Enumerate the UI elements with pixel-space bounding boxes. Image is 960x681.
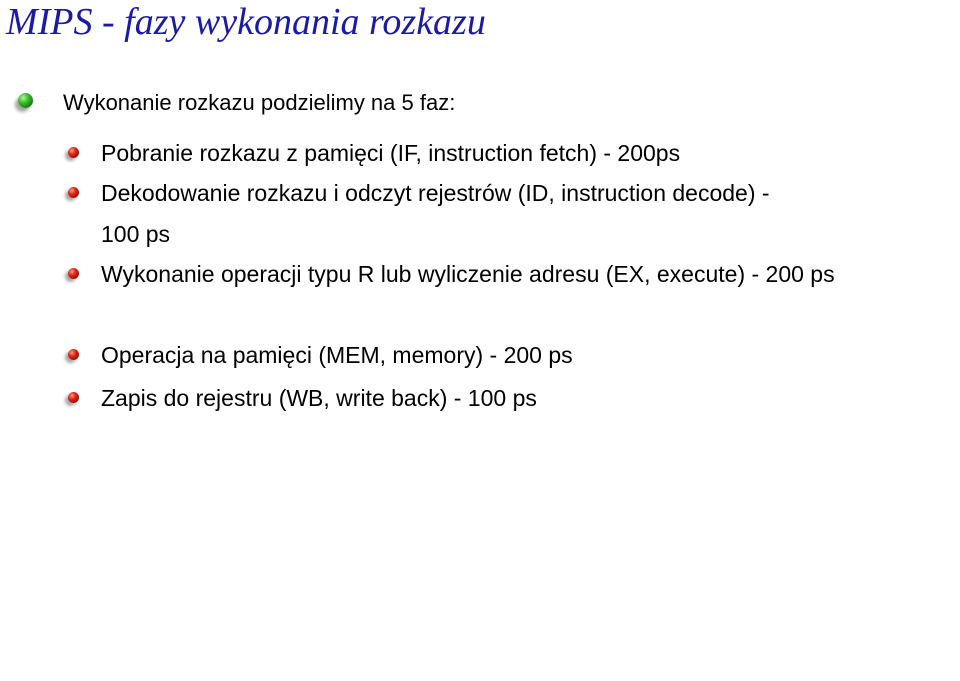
- list-item: [101, 335, 881, 376]
- list-item-text: Pobranie rozkazu z pamięci (IF, instruction fetch) - 200ps: [101, 140, 681, 166]
- list-item: [101, 133, 881, 174]
- red-ball-bullet-icon: [68, 187, 79, 198]
- red-ball-bullet-icon: [68, 268, 79, 279]
- green-ball-bullet-icon: [18, 93, 33, 108]
- list-item-text: Dekodowanie rozkazu i odczyt rejestrów (ID, instruction decode) - 100 ps: [101, 180, 770, 247]
- list-item-text: Operacja na pamięci (MEM, memory) - 200 ps: [101, 342, 573, 368]
- list-item: [101, 173, 881, 255]
- list-item-text: Zapis do rejestru (WB, write back) - 100 ps: [101, 385, 537, 411]
- red-ball-bullet-icon: [68, 392, 79, 403]
- list-item-text: Wykonanie rozkazu podzielimy na 5 faz:: [63, 90, 456, 115]
- slide-title: MIPS - fazy wykonania rozkazu: [6, 1, 486, 43]
- list-item-text: Wykonanie operacji typu R lub wyliczenie adresu (EX, execute) - 200 ps: [101, 261, 835, 287]
- red-ball-bullet-icon: [68, 349, 79, 360]
- list-item-intro: [63, 89, 923, 117]
- list-item: [101, 378, 881, 419]
- list-item: [101, 254, 881, 295]
- red-ball-bullet-icon: [68, 147, 79, 158]
